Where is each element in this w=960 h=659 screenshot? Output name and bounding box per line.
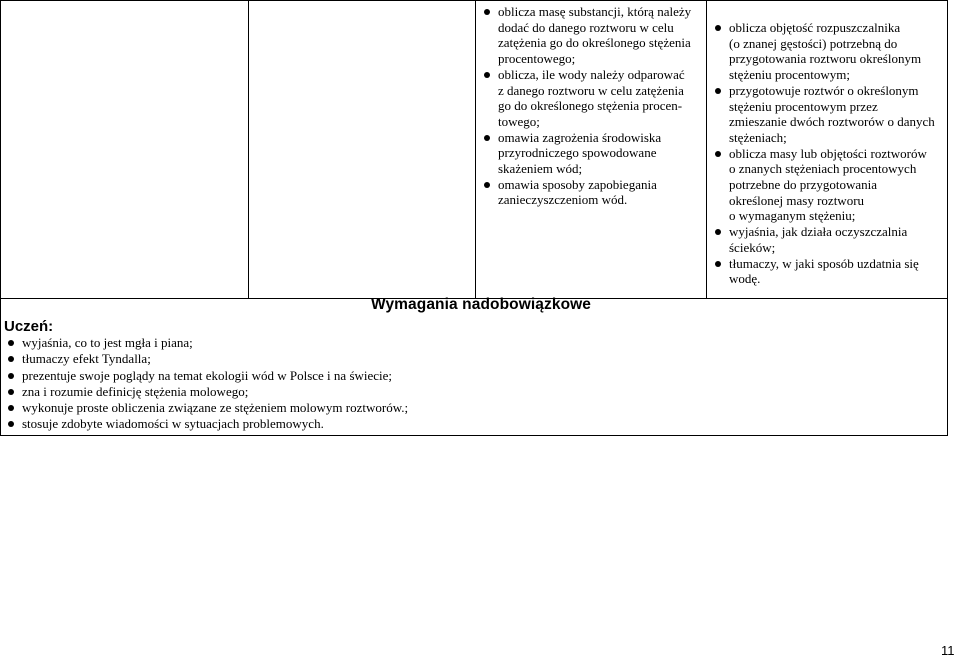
list-item (712, 224, 946, 255)
section-heading: Wymagania nadobowiązkowe (371, 296, 592, 313)
list-item-line: go do określonego stężenia procen- (498, 98, 683, 114)
table-cell-col1 (0, 0, 249, 299)
list-item (5, 384, 705, 400)
list-item-line: (o znanej gęstości) potrzebną do (729, 35, 898, 51)
list-item-line: ścieków; (729, 239, 776, 255)
list-item-line: potrzebne do przygotowania (729, 177, 878, 193)
list-item-line: wyjaśnia, jak działa oczyszczalnia (729, 224, 908, 240)
list-item (5, 351, 705, 367)
list-item (481, 130, 705, 177)
list-item-line: określonej masy roztworu (729, 192, 865, 208)
list-item (481, 177, 705, 208)
table-cell-col3 (475, 0, 707, 299)
list-item (712, 83, 946, 146)
page-number: 11 (941, 643, 955, 658)
list-item-line: omawia sposoby zapobiegania (498, 176, 657, 192)
list-item (5, 400, 705, 416)
list-item (712, 20, 946, 83)
list-item-line: tłumaczy, w jaki sposób uzdatnia się (729, 255, 919, 271)
list-item-line: stężeniach; (729, 129, 787, 145)
list-item (481, 67, 705, 130)
list-item-line: o wymaganym stężeniu; (729, 208, 856, 224)
list-item-line: stężeniu procentowym przez (729, 98, 878, 114)
list-item (712, 146, 946, 225)
requirements-bullet-list (5, 335, 705, 433)
list-item-line: o znanych stężeniach procentowych (729, 161, 917, 177)
list-item-line: zmieszanie dwóch roztworów o danych (729, 114, 935, 130)
student-label: Uczeń: (4, 318, 54, 335)
list-item-line: procentowego; (498, 51, 576, 67)
list-item-line: z danego roztworu w celu zatężenia (498, 82, 684, 98)
list-item-line: zanieczyszczeniom wód. (498, 192, 628, 208)
list-item-line: oblicza, ile wody należy odparować (498, 66, 685, 82)
list-item-line: oblicza masę substancji, którą należy (498, 4, 692, 19)
list-item-line: skażeniem wód; (498, 161, 583, 177)
col4-bullet-list (712, 20, 946, 287)
list-item (481, 4, 705, 67)
list-item-line: stosuje zdobyte wiadomości w sytuacjach problemowych. (22, 416, 324, 432)
list-item-line: wyjaśnia, co to jest mgła i piana; (22, 335, 193, 350)
list-item-line: tłumaczy efekt Tyndalla; (22, 351, 151, 367)
table-cell-col4 (706, 0, 948, 299)
list-item-line: stężeniu procentowym; (729, 67, 850, 83)
list-item-line: dodać do danego roztworu w celu (498, 19, 674, 35)
list-item-line: omawia zagrożenia środowiska (498, 129, 662, 145)
list-item-line: towego; (498, 113, 540, 129)
list-item (5, 335, 705, 351)
list-item-line: zatężenia go do określonego stężenia (498, 35, 691, 51)
list-item (5, 368, 705, 384)
list-item (5, 416, 705, 432)
list-item-line: zna i rozumie definicję stężenia molowego; (22, 383, 249, 399)
list-item-line: wodę. (729, 271, 761, 287)
list-item-line: przygotowuje roztwór o określonym (729, 82, 919, 98)
col3-bullet-list (481, 4, 705, 208)
table-cell-col2 (248, 0, 476, 299)
list-item-line: przyrodniczego spowodowane (498, 145, 657, 161)
list-item-line: oblicza masy lub objętości roztworów (729, 145, 927, 161)
list-item-line: wykonuje proste obliczenia związane ze stężeniem molowym roztworów.; (22, 400, 409, 416)
list-item-line: prezentuje swoje poglądy na temat ekologii wód w Polsce i na świecie; (22, 367, 393, 383)
list-item (712, 256, 946, 287)
list-item-line: oblicza objętość rozpuszczalnika (729, 20, 901, 35)
list-item-line: przygotowania roztworu określonym (729, 51, 922, 67)
